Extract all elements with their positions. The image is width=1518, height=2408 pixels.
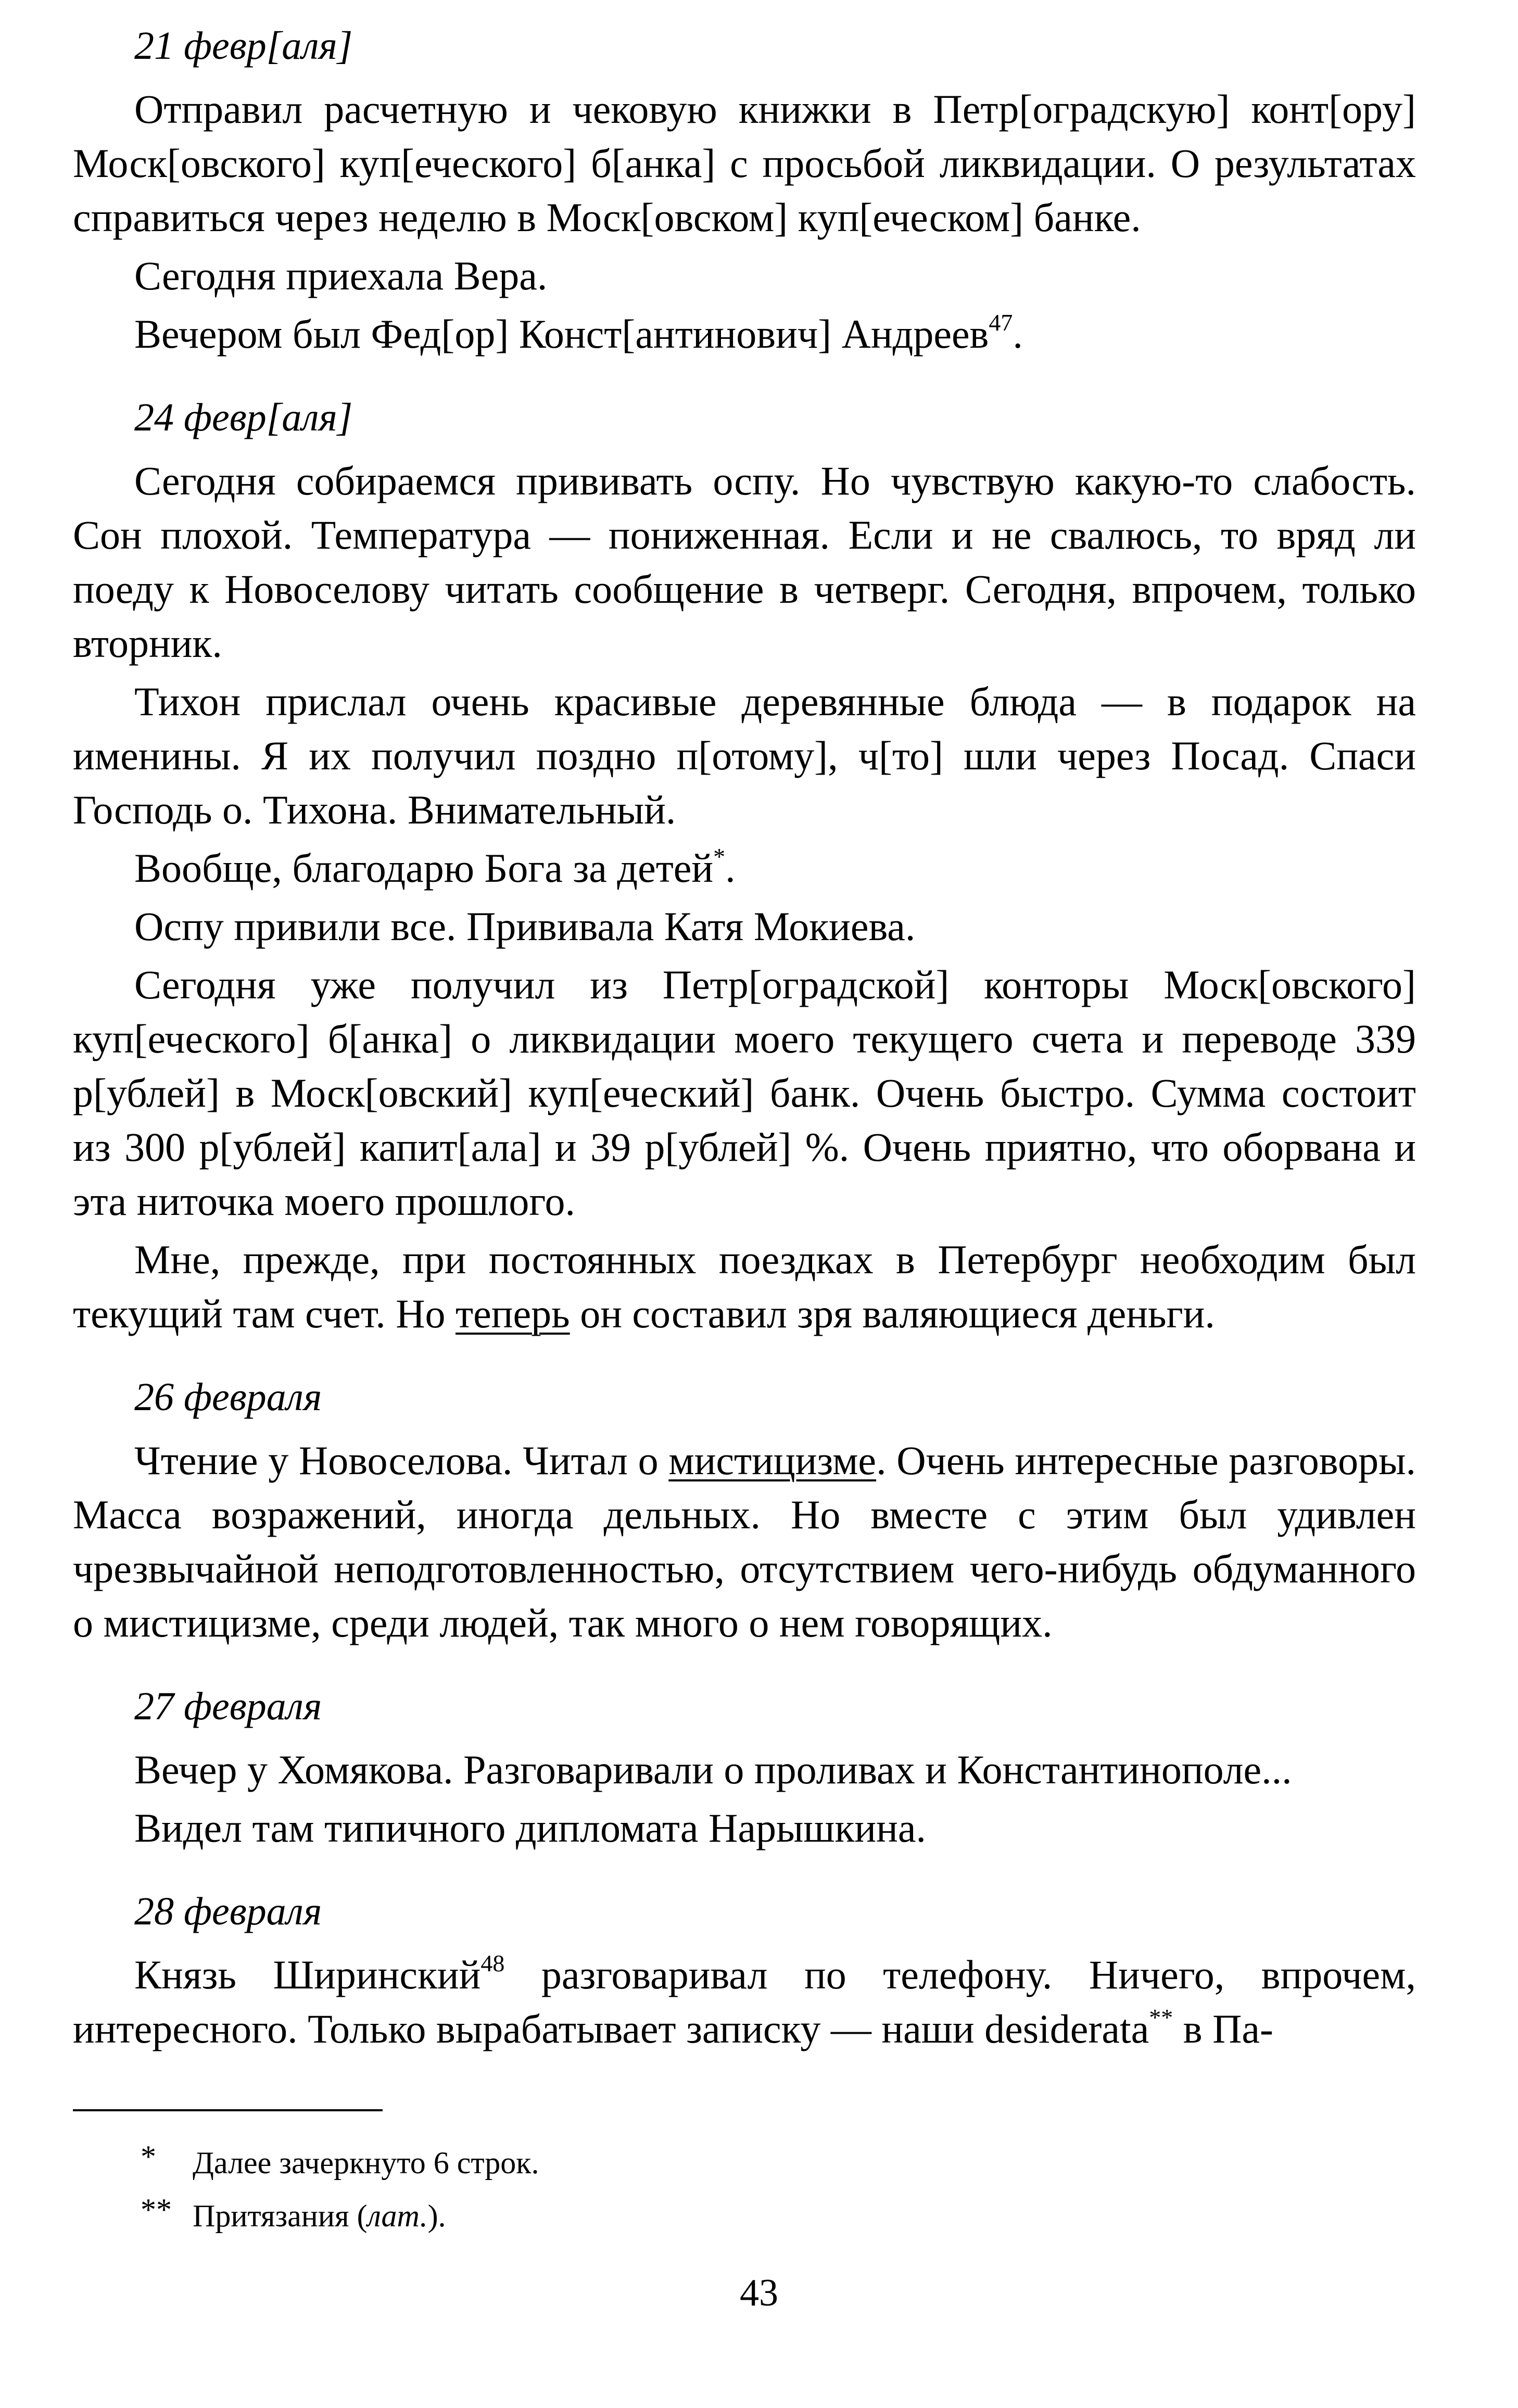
paragraph-text: . [1013,311,1023,357]
footnote [73,2192,1416,2239]
underlined-word: теперь [456,1291,570,1336]
footnote-divider [73,2109,383,2111]
paragraph-text: Вечером был Фед[ор] Конст[антинович] Андреев [134,311,989,357]
paragraph-text: . Очень интересные разговоры. Масса возражений, иногда дельных. Но вместе с этим был удивлен чрезвычайной неподготовленностью, отсутствием чего-нибудь обдуманного о мистицизме, среди людей, так много о нем говорящих. [73,1438,1416,1645]
footnote-ref: * [713,843,726,870]
footnote-ref: 47 [989,309,1013,336]
paragraph-text: Вообще, благодарю Бога за детей [134,845,714,891]
footnote-mark: ** [141,2192,172,2227]
paragraph-text: Чтение у Новоселова. Читал о [134,1438,669,1483]
paragraph: Вечер у Хомякова. Разговаривали о проливах и Константинополе... [134,1747,1292,1792]
paragraph-text: Князь Ширинский [134,1952,481,1997]
footnote-text: Далее зачеркнуто 6 строк. [193,2146,539,2180]
footnote [73,2139,1416,2186]
paragraph: Тихон прислал очень красивые деревянные блюда — в подарок на именины. Я их получил поздно п[отому], ч[то] шли через Посад. Спаси Господь о. Тихона. Внимательный. [73,679,1416,832]
paragraph [73,1233,1416,1341]
paragraph: Сегодня собираемся прививать оспу. Но чувствую какую-то слабость. Сон плохой. Температура — пониженная. Если и не свалюсь, то вряд ли поеду к Новоселову читать сообщение в четверг. Сегодня, впрочем, только вторник. [73,458,1416,666]
paragraph [73,841,1416,895]
paragraph [73,1948,1416,2056]
main-text [73,21,1416,2060]
paragraph-text: разговаривал по телефону. Ничего, впрочем, интересного. Только вырабатывает записку — наши desiderata [73,1952,1416,2051]
footnote-mark: * [141,2139,156,2174]
footnote-text: ). [427,2199,446,2233]
entry-date: 26 февраля [134,1375,322,1419]
paragraph [73,307,1416,361]
page-number: 43 [740,2272,778,2314]
footnote-text-italic: лат. [367,2199,428,2233]
entry-date: 24 февр[аля] [134,396,353,439]
entry-date: 28 февраля [134,1890,322,1933]
paragraph: Отправил расчетную и чековую книжки в Петр[оградскую] конт[ору] Моск[овского] куп[еческого] б[анка] с просьбой ликвидации. О результатах справиться через неделю в Моск[овском] куп[еческом] банке. [73,86,1416,240]
footnote-ref: 48 [480,1950,505,1976]
paragraph-text: . [725,845,736,891]
entry-date: 27 февраля [134,1684,322,1728]
paragraph-text: Мне, прежде, при постоянных поездках в Петербург необходим был текущий там счет. Но [73,1237,1416,1336]
paragraph-text: в Па- [1173,2006,1273,2051]
entry-date: 21 февр[аля] [134,24,353,68]
paragraph: Видел там типичного дипломата Нарышкина. [134,1805,926,1851]
paragraph-text: он составил зря валяющиеся деньги. [570,1291,1215,1336]
paragraph: Оспу привили все. Прививала Катя Мокиева. [134,904,916,949]
paragraph: Сегодня уже получил из Петр[оградской] конторы Моск[овского] куп[еческого] б[анка] о ликвидации моего текущего счета и переводе 339 р[ублей] в Моск[овский] куп[еческий] банк. Очень быстро. Сумма состоит из 300 р[ублей] капит[ала] и 39 р[ублей] %. Очень приятно, что оборвана и эта ниточка моего прошлого. [73,962,1416,1224]
footnotes [73,2139,1416,2246]
paragraph: Сегодня приехала Вера. [134,253,548,298]
underlined-word: мистицизме [668,1438,877,1483]
footnote-ref: ** [1149,2004,1173,2031]
footnote-text: Притязания ( [193,2199,368,2233]
paragraph [73,1434,1416,1650]
